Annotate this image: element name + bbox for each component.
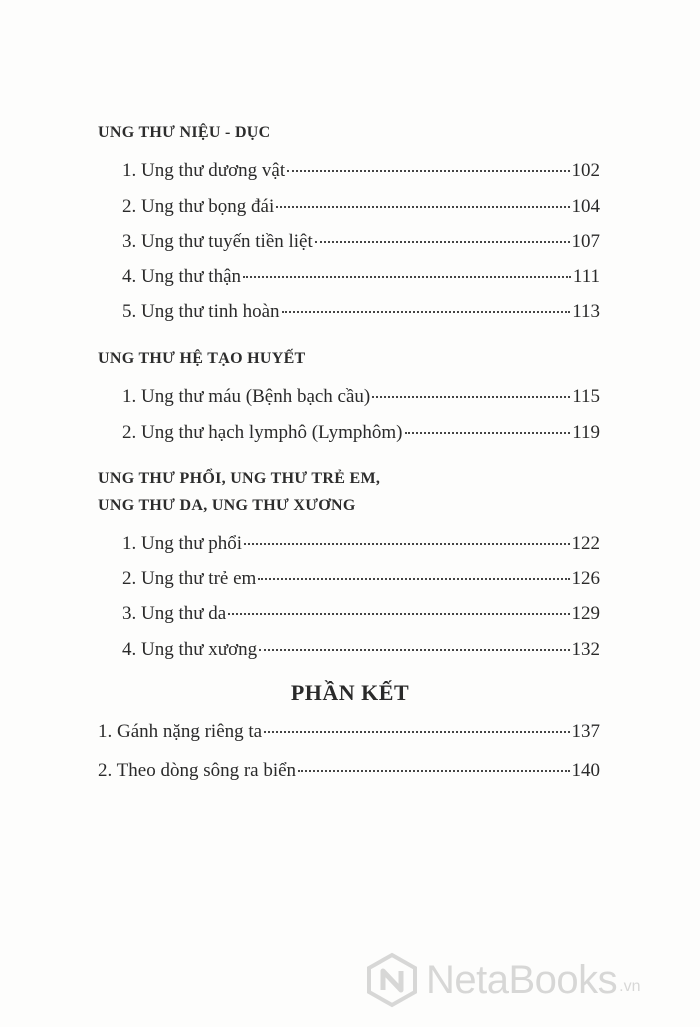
entry-label: 4. Ung thư thận [122, 266, 242, 287]
entry-page: 129 [571, 603, 600, 624]
toc-entry[interactable] [122, 263, 600, 291]
watermark [364, 950, 694, 1010]
dot-leader [258, 578, 569, 580]
dot-leader [276, 206, 569, 208]
dot-leader [405, 432, 571, 434]
dot-leader [244, 543, 569, 545]
dot-leader [287, 170, 569, 172]
entry-label: 4. Ung thư xương [122, 639, 258, 660]
entry-page: 104 [571, 196, 600, 217]
toc-entry[interactable] [122, 565, 600, 593]
entry-label: 5. Ung thư tinh hoàn [122, 301, 280, 322]
part-title: PHẦN KẾT [290, 680, 410, 705]
section-title-line-1: UNG THƯ PHỔI, UNG THƯ TRẺ EM, [98, 470, 381, 487]
entry-page: 122 [571, 533, 600, 554]
entry-label: 2. Ung thư hạch lymphô (Lymphôm) [122, 422, 403, 443]
toc-entry[interactable] [122, 157, 600, 185]
watermark-suffix: .vn [619, 978, 641, 995]
toc-entry[interactable] [122, 636, 600, 664]
entry-label: 1. Ung thư phổi [122, 533, 243, 554]
dot-leader [282, 311, 571, 313]
entry-page: 113 [572, 301, 600, 322]
entry-label: 1. Ung thư máu (Bệnh bạch cầu) [122, 386, 371, 407]
toc-entry[interactable] [122, 298, 600, 326]
entry-label: 3. Ung thư tuyến tiền liệt [122, 231, 313, 252]
section-title-hematopoietic: UNG THƯ HỆ TẠO HUYẾT [98, 350, 306, 367]
entry-page: 115 [572, 386, 600, 407]
netabooks-logo-icon [364, 952, 420, 1008]
dot-leader [372, 396, 570, 398]
entry-page: 132 [571, 639, 600, 660]
toc-entry[interactable] [122, 383, 600, 411]
entry-label: 3. Ung thư da [122, 603, 227, 624]
toc-entry[interactable] [122, 600, 600, 628]
dot-leader [298, 770, 569, 772]
section-title-urogenital: UNG THƯ NIỆU - DỤC [98, 124, 271, 141]
watermark-text: NetaBooks [426, 957, 618, 1002]
toc-entry[interactable] [122, 419, 600, 447]
toc-entry[interactable] [122, 530, 600, 558]
dot-leader [264, 731, 569, 733]
dot-leader [315, 241, 570, 243]
toc-entry[interactable] [122, 193, 600, 221]
toc-entry[interactable] [98, 718, 600, 746]
section-title-line-2: UNG THƯ DA, UNG THƯ XƯƠNG [98, 497, 356, 514]
entry-label: 2. Ung thư bọng đái [122, 196, 275, 217]
toc-entry[interactable] [122, 228, 600, 256]
entry-page: 102 [571, 160, 600, 181]
entry-page: 111 [572, 266, 600, 287]
entry-page: 140 [571, 760, 600, 781]
entry-label: 1. Ung thư dương vật [122, 160, 286, 181]
entry-label: 1. Gánh nặng riêng ta [98, 721, 263, 742]
toc-entry[interactable] [98, 757, 600, 785]
dot-leader [228, 613, 569, 615]
entry-page: 119 [572, 422, 600, 443]
entry-page: 126 [571, 568, 600, 589]
dot-leader [259, 649, 569, 651]
entry-label: 2. Ung thư trẻ em [122, 568, 257, 589]
entry-page: 137 [571, 721, 600, 742]
entry-label: 2. Theo dòng sông ra biển [98, 760, 297, 781]
entry-page: 107 [571, 231, 600, 252]
dot-leader [243, 276, 571, 278]
